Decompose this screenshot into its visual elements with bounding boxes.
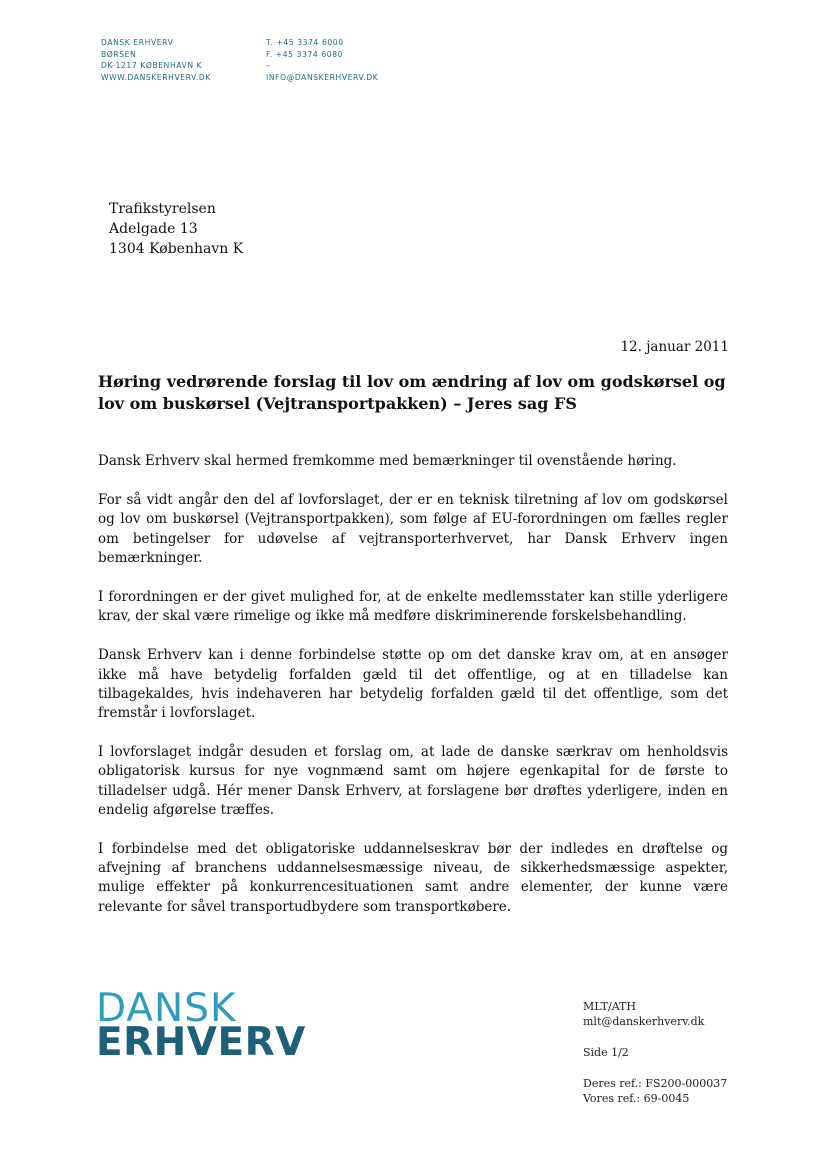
recipient-address <box>109 199 243 259</box>
sender-initials: MLT/ATH <box>583 1000 636 1013</box>
logo-line-dansk: DANSK <box>96 986 237 1031</box>
paragraph: For så vidt angår den del af lovforslaget, der er en teknisk tilretning af lov om godskørsel og lov om buskørsel (Vejtransportpakken), som følge af EU-forordningen om fælles regler om betingelser for udøvelse af vejtransporterhvervet, har Dansk Erhverv ingen bemærkninger. <box>98 492 728 566</box>
letterhead-address <box>101 37 211 83</box>
letter-subject: Høring vedrørende forslag til lov om ændring af lov om godskørsel og lov om buskørsel (Vejtransportpakken) – Jeres sag FS <box>98 372 726 413</box>
logo-line-erhverv: ERHVERV <box>96 1020 306 1065</box>
letterhead-contact <box>266 37 378 83</box>
dansk-erhverv-logo <box>96 986 306 1065</box>
paragraph: I forordningen er der givet mulighed for, at de enkelte medlemsstater kan stille yderligere krav, der skal være rimelige og ikke må medføre diskriminerende forskelsbehandling. <box>98 589 728 625</box>
recipient-street: Adelgade 13 <box>109 221 198 237</box>
letterhead-phone: T. +45 3374 6000 <box>266 38 344 47</box>
recipient-name: Trafikstyrelsen <box>109 201 216 217</box>
letterhead-building: BØRSEN <box>101 49 137 59</box>
paragraph: I forbindelse med det obligatoriske uddannelseskrav bør der indledes en drøftelse og afvejning af branchens uddannelsesmæssige niveau, de sikkerhedsmæssige aspekter, mulige effekter på konkurrencesituationen samt andre elementer, der kunne være relevante for såvel transportudbydere som transportkøbere. <box>98 841 728 915</box>
letterhead-fax: F. +45 3374 6080 <box>266 49 344 59</box>
paragraph: I lovforslaget indgår desuden et forslag om, at lade de danske særkrav om henholdsvis obligatorisk kursus for nye vognmænd samt om højere egenkapital for de første to tilladelser udgå. Hér mener Dansk Erhverv, at forslagene bør drøftes yderligere, inden en endelig afgørelse træffes. <box>98 744 728 818</box>
letterhead-dash: – <box>266 61 271 70</box>
letterhead-website: WWW.DANSKERHVERV.DK <box>101 72 211 82</box>
sender-email: mlt@danskerhverv.dk <box>583 1015 705 1028</box>
our-reference: Vores ref.: 69-0045 <box>583 1092 690 1105</box>
letterhead-postcode: DK-1217 KØBENHAVN K <box>101 61 203 70</box>
paragraph: Dansk Erhverv skal hermed fremkomme med bemærkninger til ovenstående høring. <box>98 453 677 469</box>
letterhead-org: DANSK ERHVERV <box>101 38 174 47</box>
letter-body <box>98 452 728 937</box>
letter-meta <box>583 999 727 1106</box>
your-reference: Deres ref.: FS200-000037 <box>583 1077 728 1090</box>
recipient-city: 1304 København K <box>109 241 244 257</box>
page-number: Side 1/2 <box>583 1046 629 1059</box>
paragraph: Dansk Erhverv kan i denne forbindelse støtte op om det danske krav om, at en ansøger ikke må have betydelig forfalden gæld til det offentlige, og at en tilladelse kan tilbagekaldes, hvis indehaveren har betydelig forfalden gæld til det offentlige, som det fremstår i lovforslaget. <box>98 647 728 722</box>
letter-date: 12. januar 2011 <box>620 339 729 355</box>
letterhead-email: INFO@DANSKERHVERV.DK <box>266 72 379 82</box>
